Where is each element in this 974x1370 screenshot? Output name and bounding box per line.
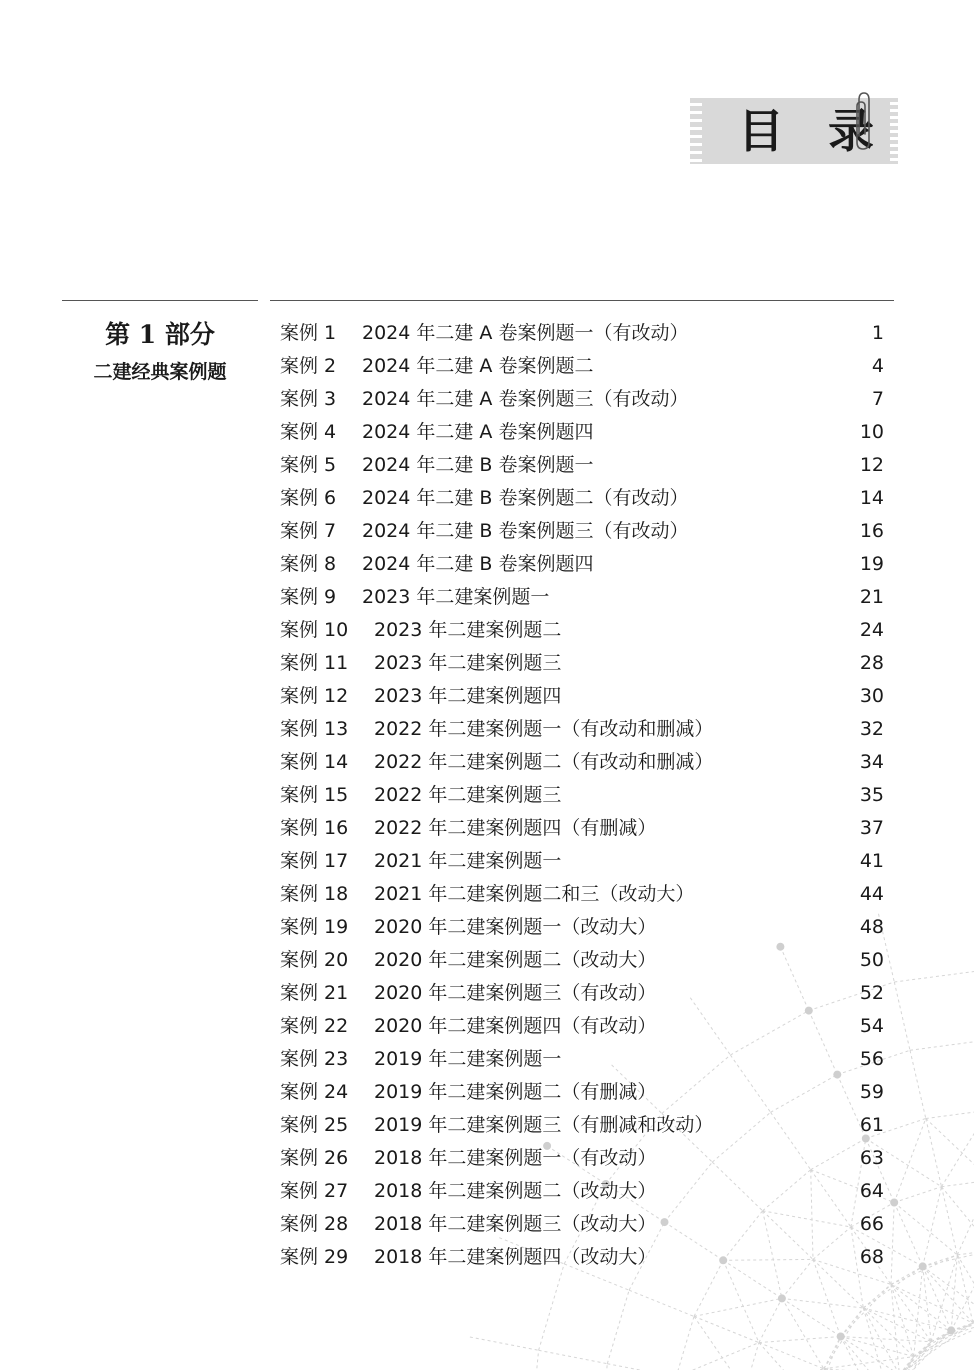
toc-entry[interactable] [280,713,884,746]
case-label: 案例 26 [280,1147,349,1169]
case-label: 案例 5 [280,454,337,476]
page-number: 56 [859,1048,884,1070]
case-label: 案例 2 [280,355,337,377]
page-number: 44 [859,883,884,905]
page-number: 14 [859,487,884,509]
case-title: 2023 年二建案例题四 [374,685,562,707]
page-number: 34 [859,751,884,773]
case-label: 案例 6 [280,487,337,509]
toc-entry[interactable] [280,548,884,581]
case-title: 2020 年二建案例题一（改动大） [374,916,657,938]
toc-entry[interactable] [280,647,884,680]
paperclip-icon [852,90,874,152]
case-label: 案例 28 [280,1213,349,1235]
toc-entry[interactable] [280,515,884,548]
case-label: 案例 19 [280,916,349,938]
case-title: 2024 年二建 A 卷案例题三（有改动） [362,388,689,410]
case-title: 2024 年二建 B 卷案例题三（有改动） [362,520,689,542]
toc-entry[interactable] [280,911,884,944]
toc-entry[interactable] [280,845,884,878]
part-title: 第 1 部分 [105,320,215,349]
case-title: 2019 年二建案例题二（有删减） [374,1081,657,1103]
page-number: 16 [859,520,884,542]
case-label: 案例 13 [280,718,349,740]
toc-entry[interactable] [280,680,884,713]
case-label: 案例 25 [280,1114,349,1136]
page-number: 37 [859,817,884,839]
page-number: 41 [859,850,884,872]
toc-entry[interactable] [280,614,884,647]
page-number: 66 [859,1213,884,1235]
case-title: 2024 年二建 B 卷案例题二（有改动） [362,487,689,509]
toc-entry[interactable] [280,812,884,845]
case-label: 案例 8 [280,553,337,575]
case-label: 案例 18 [280,883,349,905]
toc-entry[interactable] [280,416,884,449]
page-number: 54 [859,1015,884,1037]
page-number: 4 [871,355,884,377]
page-number: 7 [871,388,884,410]
toc-entry[interactable] [280,1241,884,1274]
toc-entry[interactable] [280,1208,884,1241]
case-label: 案例 1 [280,322,337,344]
case-title: 2019 年二建案例题一 [374,1048,562,1070]
case-title: 2024 年二建 B 卷案例题四 [362,553,594,575]
toc-entry[interactable] [280,944,884,977]
case-label: 案例 9 [280,586,337,608]
toc-entry[interactable] [280,350,884,383]
page-number: 48 [859,916,884,938]
case-title: 2022 年二建案例题一（有改动和删减） [374,718,714,740]
toc-entry[interactable] [280,383,884,416]
toc-entry[interactable] [280,482,884,515]
case-title: 2018 年二建案例题四（改动大） [374,1246,657,1268]
case-label: 案例 21 [280,982,349,1004]
case-title: 2019 年二建案例题三（有删减和改动） [374,1114,714,1136]
page-title: 目 录 [738,104,889,158]
case-label: 案例 4 [280,421,337,443]
case-label: 案例 3 [280,388,337,410]
page-number: 52 [859,982,884,1004]
page-number: 19 [859,553,884,575]
case-title: 2023 年二建案例题三 [374,652,562,674]
case-title: 2021 年二建案例题一 [374,850,562,872]
case-title: 2021 年二建案例题二和三（改动大） [374,883,695,905]
case-title: 2023 年二建案例题一 [362,586,550,608]
case-title: 2020 年二建案例题二（改动大） [374,949,657,971]
toc-entry[interactable] [280,878,884,911]
case-label: 案例 10 [280,619,349,641]
case-label: 案例 14 [280,751,349,773]
toc-entry[interactable] [280,1142,884,1175]
page-number: 28 [859,652,884,674]
case-title: 2024 年二建 A 卷案例题四 [362,421,594,443]
case-label: 案例 17 [280,850,349,872]
page-number: 12 [859,454,884,476]
page-number: 61 [859,1114,884,1136]
case-title: 2020 年二建案例题四（有改动） [374,1015,657,1037]
toc-list [280,317,884,1274]
case-label: 案例 7 [280,520,337,542]
toc-entry[interactable] [280,1076,884,1109]
toc-entry[interactable] [280,1109,884,1142]
case-title: 2024 年二建 B 卷案例题一 [362,454,594,476]
case-title: 2022 年二建案例题四（有删减） [374,817,657,839]
case-label: 案例 12 [280,685,349,707]
page-number: 64 [859,1180,884,1202]
case-label: 案例 24 [280,1081,349,1103]
toc-entry[interactable] [280,317,884,350]
page-number: 24 [859,619,884,641]
case-title: 2022 年二建案例题三 [374,784,562,806]
case-label: 案例 20 [280,949,349,971]
toc-entry[interactable] [280,449,884,482]
toc-entry[interactable] [280,1043,884,1076]
page-number: 63 [859,1147,884,1169]
left-divider [62,300,258,301]
case-title: 2018 年二建案例题二（改动大） [374,1180,657,1202]
right-divider [270,300,894,301]
case-title: 2018 年二建案例题三（改动大） [374,1213,657,1235]
page-number: 68 [859,1246,884,1268]
page-number: 59 [859,1081,884,1103]
case-label: 案例 27 [280,1180,349,1202]
case-label: 案例 23 [280,1048,349,1070]
part-subtitle: 二建经典案例题 [93,361,227,383]
case-title: 2024 年二建 A 卷案例题一（有改动） [362,322,689,344]
case-label: 案例 22 [280,1015,349,1037]
page-number: 32 [859,718,884,740]
page-number: 50 [859,949,884,971]
toc-entry[interactable] [280,1010,884,1043]
page-number: 10 [859,421,884,443]
toc-entry[interactable] [280,746,884,779]
case-label: 案例 11 [280,652,349,674]
case-label: 案例 29 [280,1246,349,1268]
case-label: 案例 16 [280,817,349,839]
case-label: 案例 15 [280,784,349,806]
page-number: 21 [859,586,884,608]
case-title: 2023 年二建案例题二 [374,619,562,641]
toc-entry[interactable] [280,581,884,614]
page-number: 35 [859,784,884,806]
page-number: 30 [859,685,884,707]
toc-entry[interactable] [280,1175,884,1208]
toc-entry[interactable] [280,977,884,1010]
page-number: 1 [871,322,884,344]
case-title: 2024 年二建 A 卷案例题二 [362,355,594,377]
case-title: 2020 年二建案例题三（有改动） [374,982,657,1004]
toc-entry[interactable] [280,779,884,812]
case-title: 2018 年二建案例题一（有改动） [374,1147,657,1169]
case-title: 2022 年二建案例题二（有改动和删减） [374,751,714,773]
